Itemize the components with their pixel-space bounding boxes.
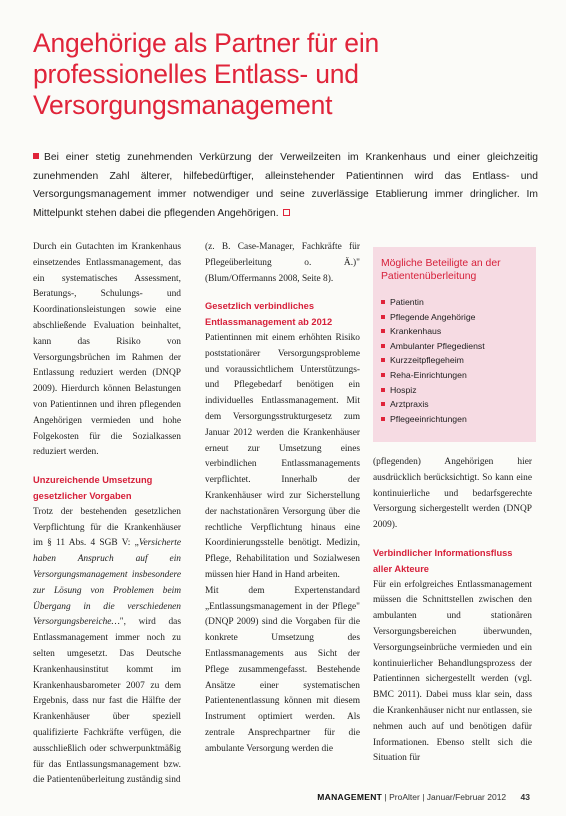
list-item: Krankenhaus (381, 324, 536, 339)
magazine-section: MANAGEMENT (317, 792, 383, 802)
col2-paragraph-1: (z. B. Case-Manager, Fachkräfte für Pflegeüberleitung o. Ä.)" (Blum/Offermanns 2008, Seite 8). (205, 242, 360, 284)
bullet-square-icon (381, 417, 385, 421)
issue-info: ProAlter | Januar/Februar 2012 (389, 792, 507, 802)
footer-separator: | (384, 792, 387, 802)
page-footer (317, 792, 530, 802)
list-item: Ambulanter Pflegedienst (381, 339, 536, 354)
end-mark-icon (283, 209, 290, 216)
page-number: 43 (520, 792, 530, 802)
intro-lead (33, 149, 538, 223)
bullet-square-icon (381, 402, 385, 406)
participants-list (381, 295, 536, 426)
list-item: Reha-Einrichtungen (381, 368, 536, 383)
bullet-square-icon (381, 329, 385, 333)
col1-subheading: Unzureichende Umsetzung gesetzlicher Vorgaben (33, 475, 153, 501)
list-item: Kurzzeitpflegeheim (381, 353, 536, 368)
bullet-square-icon (381, 358, 385, 362)
participants-box (373, 247, 536, 442)
col3-paragraph-1: (pflegenden) Angehörigen hier ausdrücklich berücksichtigt. So kann eine kontinuierliche und bedarfsgerechte Versorgung sichergestellt werden (DNQP 2009). (373, 457, 532, 531)
list-item: Pflegende Angehörige (381, 310, 536, 325)
column-2 (205, 240, 360, 758)
col2-paragraph-2: Patientinnen mit einem erhöhten Risiko poststationärer Versorgungsprobleme und voraussichtlichem Unterstützungs- und Pflegebedarf benötigen ein individuelles Entlassmanagement. Mit dem Versorgungsstrukturgesetz zum Januar 2012 werden die Krankenhäuser erneut zur Umsetzung eines verbindlichen Entlassmanagements verpflichtet. Innerhalb der Krankenhäuser wird zur Sicherstellung der nachstationären Versorgung über die rechtliche Verpflichtung hinaus eine Koordinierungsstelle benötigt. Medizin, Pflege, Rehabilitation und Sozialwesen müssen hier Hand in Hand arbeiten. (205, 332, 360, 580)
column-3 (373, 455, 532, 767)
bullet-square-icon (381, 315, 385, 319)
list-item: Hospiz (381, 383, 536, 398)
quote-emphasis: Versicherte haben Anspruch auf ein Versorgungsmanagement insbesondere zur Lösung von Problemen beim Übergang in die verschiedenen Versorgungsbereiche… (33, 538, 181, 628)
bullet-square-icon (381, 344, 385, 348)
intro-text: Bei einer stetig zunehmenden Verkürzung der Verweilzeiten im Krankenhaus und einer gleichzeitig zunehmenden Zahl älterer, hilfebedürftiger, alleinstehender Patientinnen wird das Entlass- und Versorgungsmanagement immer notwendiger und seine zuverlässige Etablierung immer dringlicher. Im Mittelpunkt stehen dabei die pflegenden Angehörigen. (33, 152, 538, 219)
col3-subheading: Verbindlicher Informationsfluss aller Akteure (373, 547, 513, 574)
list-item: Pflegeeinrichtungen (381, 412, 536, 427)
list-item: Patientin (381, 295, 536, 310)
article-title: Angehörige als Partner für ein professionelles Entlass- und Versorgungsmanagement (33, 28, 380, 120)
col2-subheading: Gesetzlich verbindliches Entlassmanagement ab 2012 (205, 301, 333, 328)
col2-paragraph-3: Mit dem Expertenstandard „Entlassungsmanagement in der Pflege" (DNQP 2009) sind die Vorgaben für die konkrete Umsetzung des Entlassmanagements aus Sicht der Pflege zusammengefasst. Bestehende Ansätze einer systematischen Patientenentlassung können mit diesem Instrument optimiert werden. Als zentrale Ansprechpartner für die ambulante Versorgung werden die (205, 585, 360, 754)
col3-paragraph-2: Für ein erfolgreiches Entlassmanagement müssen die Schnittstellen zwischen den ambulanten und stationären Versorgungsbereichen überwunden, Versorgungseinbrüche vermieden und ein kontinuierlicher Behandlungsprozess der Patientinnen sichergestellt werden (vgl. BMC 2011). Dabei muss klar sein, dass die Krankenhäuser nicht nur entlassen, sie nehmen auch auf und benötigen dafür Informationen. Ebenso stellt sich die Situation für (373, 579, 532, 764)
list-item: Arztpraxis (381, 397, 536, 412)
bullet-square-icon (381, 388, 385, 392)
col1-paragraph-1: Durch ein Gutachten im Krankenhaus einsetzendes Entlassmanagement, das ein systematisches Assessment, Beratungs-, Schulungs- und Koordinationsleistungen sowie eine abschließende Evaluation beinhaltet, kann das Risiko von Versorgungsbrüchen im Rahmen der Entlassung reduziert werden (DNQP 2009). Hierdurch können Belastungen von Patientinnen und ihren pflegenden Angehörigen vermieden und hohe Folgekosten für die Sozialkassen reduziert werden. (33, 242, 181, 458)
bullet-square-icon (381, 300, 385, 304)
box-title: Mögliche Beteiligte an der Patientenüberleitung (381, 258, 501, 282)
column-1 (33, 240, 181, 789)
col1-paragraph-2: Trotz der bestehenden gesetzlichen Verpflichtung für die Krankenhäuser im § 11 Abs. 4 SGB V: „Versicherte haben Anspruch auf ein Versorgungsmanagement insbesondere zur Lösung von Problemen beim Übergang in die verschiedenen Versorgungsbereiche…", wird das Entlassmanagement immer noch zu selten umgesetzt. Das Deutsche Krankenhausinstitut kommt im Krankenhausbarometer 2007 zu dem Ergebnis, dass nur fast die Hälfte der Krankenhäuser über speziell qualifizierte Fachkräfte verfügen, die ausschließlich oder schwerpunktmäßig für das Entlassungsmanagement bzw. die Patientenüberleitung zuständig sind (33, 506, 181, 786)
bullet-square-icon (381, 373, 385, 377)
bullet-square-icon (33, 153, 39, 159)
